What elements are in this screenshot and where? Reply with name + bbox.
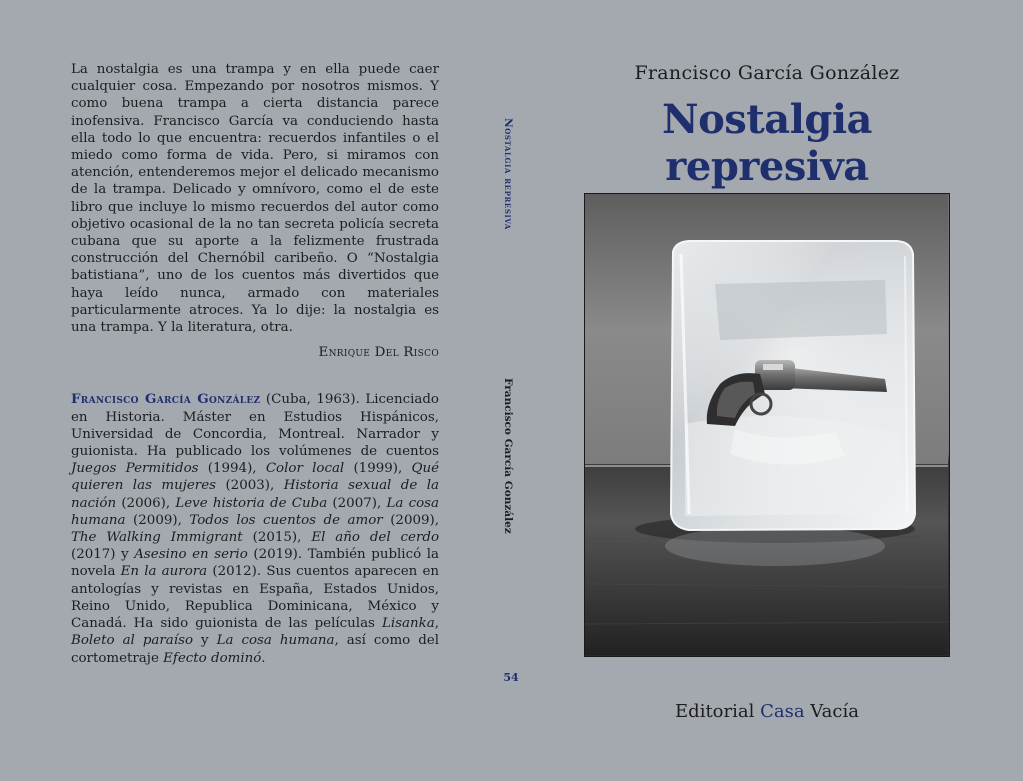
- spine-author: Francisco García González: [502, 378, 514, 534]
- spine-collection-number: 54: [503, 671, 519, 684]
- publisher-text: Vacía: [804, 701, 859, 722]
- bio-book-title: La cosa humana: [71, 495, 439, 528]
- front-author: Francisco García González: [634, 62, 900, 84]
- back-cover: [71, 61, 439, 667]
- bio-book-title: Historia sexual de la nación: [71, 478, 440, 511]
- publisher-accent-text: Casa: [760, 701, 805, 722]
- bio-author-name: Francisco García González: [71, 391, 261, 408]
- bio-book-title: Asesino en serio: [134, 547, 248, 563]
- bio-book-title: En la aurora: [120, 564, 208, 580]
- bio-text: , así como del cortometraje: [71, 633, 440, 666]
- bio-text: (2003),: [216, 478, 284, 494]
- bio-book-title: Juegos Permitidos: [71, 461, 199, 477]
- bio-text: ,: [434, 616, 439, 632]
- bio-text: (2017) y: [71, 547, 135, 563]
- cover-photo: [584, 193, 950, 657]
- bio-text: .: [261, 650, 266, 666]
- publisher-name: [583, 701, 951, 722]
- bio-text: (1994),: [198, 461, 266, 477]
- blurb-author: Enrique Del Risco: [318, 345, 439, 361]
- bio-text: (2015),: [242, 530, 312, 546]
- publisher-text: Editorial: [675, 701, 761, 722]
- bio-book-title: Qué quieren las mujeres: [71, 461, 440, 494]
- bio-film-title: Efecto dominó: [163, 650, 262, 666]
- bio-text: (2009),: [125, 512, 190, 528]
- front-title: Nostalgia represiva: [662, 96, 872, 190]
- bio-text: y: [193, 633, 217, 649]
- bio-film-title: La cosa humana: [216, 633, 335, 649]
- bio-film-title: Boleto al paraíso: [71, 633, 194, 649]
- bio-book-title: The Walking Immigrant: [71, 530, 243, 546]
- bio-book-title: Color local: [265, 461, 345, 477]
- bio-book-title: El año del cerdo: [311, 530, 440, 546]
- bio-book-title: Leve historia de Cuba: [175, 495, 328, 511]
- spine-title: Nostalgia represiva: [502, 118, 514, 230]
- bio-text: (2009),: [382, 512, 439, 528]
- bio-film-title: Lisanka: [381, 616, 435, 632]
- revolver-in-ice-image: [585, 194, 948, 655]
- bio-text: (1999),: [344, 461, 412, 477]
- bio-text: (2007),: [327, 495, 387, 511]
- author-bio: [71, 391, 439, 666]
- bio-text: (2019). También publicó la novela: [71, 547, 439, 580]
- bio-book-title: Todos los cuentos de amor: [189, 512, 383, 528]
- bio-text: (2006),: [116, 495, 176, 511]
- bio-text: (Cuba, 1963). Licenciado en Historia. Máster en Estudios Hispánicos, Universidad de Concordia, Montreal. Narrador y guionista. Ha publicado los volúmenes de cuentos: [71, 392, 439, 460]
- bio-text: (2012). Sus cuentos aparecen en antologías y revistas en España, Estados Unidos, Reino Unido, Republica Dominicana, México y Canadá. Ha sido guionista de las películas: [71, 564, 440, 632]
- blurb-text: La nostalgia es una trampa y en ella puede caer cualquier cosa. Empezando por nosotros mismos. Y como buena trampa a cierta distancia parece inofensiva. Francisco García va conduciendo hasta ella todo lo que encuentra: recuerdos infantiles o el miedo como forma de vida. Pero, si miramos con atención, entenderemos mejor el delicado mecanismo de la trampa. Delicado y omnívoro, como el de este libro que incluye lo mismo recuerdos del autor como objetivo ocasional de la no tan secreta policía secreta cubana que su aporte a la felizmente frustrada construcción del Chernóbil caribeño. O “Nostalgia batistiana”, uno de los cuentos más divertidos que haya leído nunca, armado con materiales particularmente atroces. Ya lo dije: la nostalgia es una trampa. Y la literatura, otra.: [71, 62, 439, 336]
